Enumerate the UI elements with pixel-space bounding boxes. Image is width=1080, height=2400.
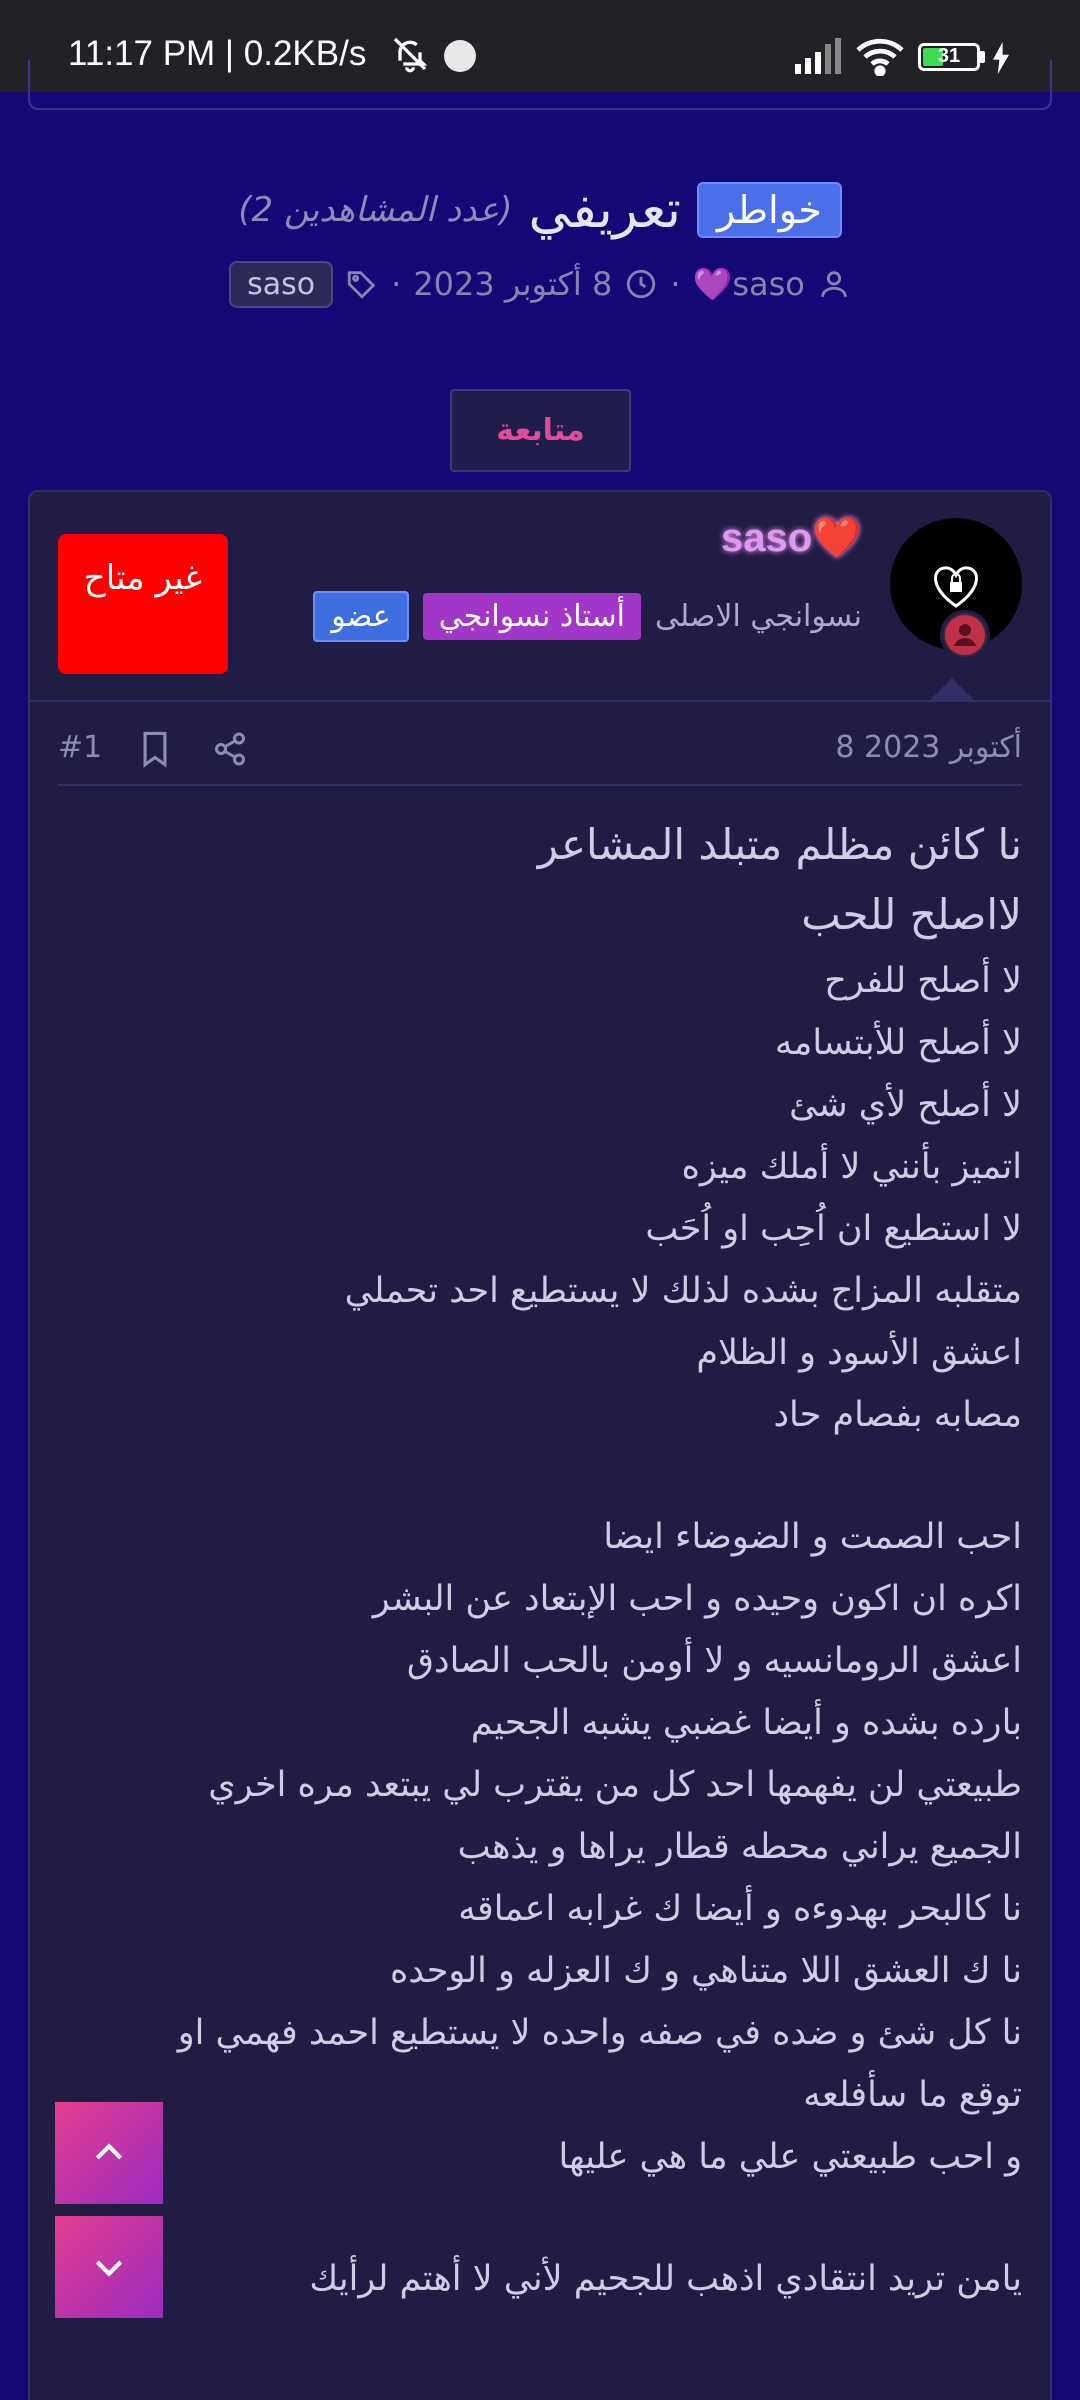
post-line: و احب طبيعتي علي ما هي عليها [558,2137,1022,2177]
status-time: 11:17 PM | 0.2KB/s [68,34,367,73]
post-line: احب الصمت و الضوضاء ايضا [603,1517,1022,1557]
post-body [90,810,1022,2310]
post-line: نا كائن مظلم متبلد المشاعر [537,820,1022,869]
paragraph-gap [90,2188,1022,2248]
post-line: لا أصلح للفرح [824,961,1022,1001]
post-line: لا استطيع ان اُحِب او اُحَب [645,1209,1022,1249]
post-line: متقلبه المزاج بشده لذلك لا يستطيع احد تحملي [344,1271,1022,1311]
post-line: طبيعتي لن يفهمها احد كل من يقترب لي يبتعد مره اخري [208,1765,1022,1805]
post-line: الجميع يراني محطه قطار يراها و يذهب [457,1827,1022,1867]
post-username[interactable]: saso❤️ [721,516,862,560]
scroll-down-button[interactable] [55,2216,163,2318]
message-arrow [928,678,976,702]
thread-title-row [0,172,1080,248]
follow-button[interactable]: متابعة [450,389,631,472]
user-banner-teacher: أستاذ نسوانجي [423,593,641,640]
thread-prefix-badge[interactable]: خواطر [697,182,842,238]
paragraph-gap [90,1446,1022,1506]
chevron-down-icon [89,2247,129,2287]
scroll-up-button[interactable] [55,2102,163,2204]
user-banner-member: عضو [313,591,408,642]
post-line: توقع ما سأفلعه [803,2075,1022,2115]
post-meta-row [58,722,1022,786]
tags-icon [345,267,379,301]
clock-icon [624,267,658,301]
thread-author[interactable]: saso💜 [692,265,805,303]
post-date[interactable]: 8 أكتوبر 2023 [835,730,1022,765]
post-line: مصابه بفصام حاد [773,1395,1022,1435]
user-icon [817,267,851,301]
post-line: لا أصلح لأي شئ [789,1085,1022,1125]
battery-level: 31 [937,45,961,67]
post-line: نا ك العشق اللا متناهي و ك العزله و الوحده [390,1951,1022,1991]
separator: · [391,265,402,303]
user-status-icon [940,610,990,660]
post-line: اعشق الرومانسيه و لا أومن بالحب الصادق [406,1641,1022,1681]
thread-meta [0,256,1080,312]
post-line: لا أصلح للأبتسامه [774,1023,1022,1063]
post-number[interactable]: #1 [58,730,103,765]
post-line: اكره ان اكون وحيده و احب الإبتعاد عن البشر [372,1579,1022,1619]
separator: · [670,265,681,303]
chevron-up-icon [89,2133,129,2173]
unavailable-status-box: غير متاح [58,534,228,674]
tag-pill[interactable]: saso [229,261,333,308]
post-line: اتميز بأنني لا أملك ميزه [681,1147,1022,1187]
view-count: (عدد المشاهدين 2) [238,190,513,230]
thread-date[interactable]: 8 أكتوبر 2023 [413,265,613,303]
post-line: اعشق الأسود و الظلام [696,1333,1022,1373]
user-title: نسوانجي الاصلى [654,598,862,634]
post-line: بارده بشده و أيضا غضبي يشبه الجحيم [470,1703,1022,1743]
bookmark-icon[interactable] [138,730,172,768]
thread-title: تعريفي [528,180,681,240]
post-line: لااصلح للحب [801,890,1022,939]
share-icon[interactable] [212,730,248,768]
post-line: نا كل شئ و ضده في صفه واحده لا يستطيع احمد فهمي او [177,2013,1022,2053]
post-card [28,490,1052,2400]
user-title-row [313,588,862,644]
post-line: يامن تريد انتقادي اذهب للجحيم لأني لا أهتم لرأيك [309,2259,1022,2299]
post-line: نا كالبحر بهدوءه و أيضا ك غرابه اعماقه [458,1889,1022,1929]
post-user-block [30,492,1050,702]
previous-card-edge [28,60,1052,110]
